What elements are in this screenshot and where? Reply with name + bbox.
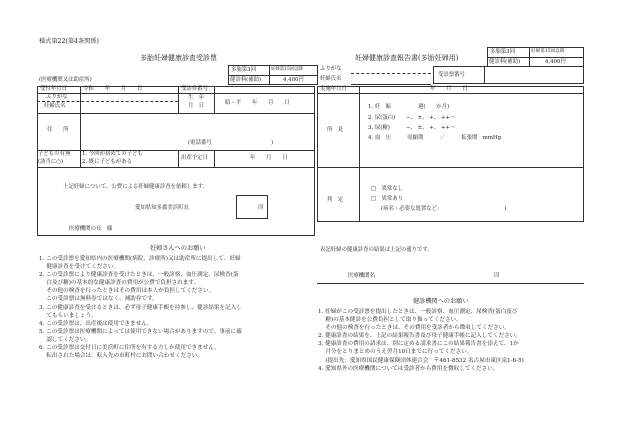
right-form-table bbox=[317, 86, 584, 222]
left-notice-line: 認してください。 bbox=[39, 336, 92, 343]
mayor-text: 愛知県知多郡美浜町長 bbox=[135, 205, 189, 211]
result-note: 表記妊婦の健康診査の結果は上記の通りです。 bbox=[320, 247, 433, 253]
left-notice-line: この受診票は無料券ではなく、補助券です。 bbox=[39, 296, 158, 303]
right-form-title: 妊婦健康診査報告書(多胎妊婦用) bbox=[355, 54, 459, 62]
left-notice-line: てもらいましょう。 bbox=[39, 312, 97, 319]
right-notice-title: 健診機関へのお願い bbox=[413, 298, 469, 305]
reception-date-value[interactable]: 令和 年 月 日 bbox=[83, 86, 143, 92]
left-notice-line: 健康診査を受けてください。 bbox=[39, 264, 120, 271]
clinic-signature-line bbox=[317, 283, 584, 284]
left-notice-line: その他の検査を行ったときはその費用は本人が負担してください。 bbox=[39, 288, 215, 295]
right-notice-list bbox=[318, 308, 524, 373]
mayor-seal: 印 bbox=[258, 205, 264, 211]
right-code-label: 多胎第3回 bbox=[490, 49, 515, 55]
reception-date-label: 受付年月日 bbox=[40, 86, 67, 92]
right-fee-value: 4,400円 bbox=[545, 59, 566, 65]
right-notice-line: 4. 愛知県外の医療機関については受診者から費用を徴収してください。 bbox=[318, 365, 499, 372]
children-option-2[interactable]: 2. 既に子どもがある bbox=[82, 159, 132, 165]
address-label: 住 所 bbox=[47, 127, 69, 133]
request-text: 上記妊婦について、公費による妊婦健康診査を依頼します。 bbox=[63, 184, 208, 190]
judgement-label: 判 定 bbox=[327, 197, 344, 203]
right-notice-line: 月分をとりまとめのうえ翌月10日までに行ってください。 bbox=[318, 349, 473, 356]
right-notice-line: その他の検査を行ったときは、その費用を受診者から徴収してください。 bbox=[318, 325, 510, 332]
left-notice-line: 2. この受診票により健康診査を受けたときは、一般診察、血圧測定、尿検査(蛋 bbox=[39, 272, 239, 279]
clinic-label: (医療機関又は助産所) bbox=[39, 77, 92, 83]
exam-date-label: 実施年月日 bbox=[320, 86, 347, 92]
left-notice-line: 3. この健康診査を受けるときは、必ず母子健康手帳を持参し、健診結果を記入し bbox=[39, 304, 242, 311]
right-patient-no-label: 受診票番号 bbox=[438, 72, 465, 78]
birth-label: 生 年 月 日 bbox=[188, 95, 205, 109]
left-notice-line: 6. この受診票は交付日に美浜町に住所を有する方しか使用できません。 bbox=[39, 345, 220, 352]
clinic-seal: 印 bbox=[494, 273, 500, 279]
right-notice-line: (提出先：愛知県国民健康保険団体連合会 〒461-8532 名古屋市東区泉1-6-5) bbox=[318, 357, 524, 364]
right-name-label: 妊婦氏名 bbox=[320, 76, 342, 82]
left-form-title: 多胎妊婦健康診査受診票 bbox=[140, 54, 217, 62]
right-notice-line: 3. 健康診査の費用の請求は、別に定める請求書にこの結果報告書を添えて、1か bbox=[318, 341, 519, 348]
clinic-name-label: 医療機関名 bbox=[348, 273, 375, 279]
findings-label: 所 見 bbox=[327, 127, 344, 133]
judgement-note[interactable]: (病名・必要な処置など： ) bbox=[381, 206, 507, 212]
right-furigana-label: ふりがな bbox=[320, 66, 342, 72]
birth-value[interactable]: 昭・平 年 月 日 bbox=[225, 100, 290, 106]
phone-label[interactable]: (電話番号 ) bbox=[188, 140, 274, 146]
right-notice-line: 1. 妊婦がこの受診票を提出したときは、一般診察、血圧測定、尿検査(蛋白及び bbox=[318, 309, 518, 315]
left-fee-value: 4,400円 bbox=[283, 77, 304, 83]
finding-urine-sugar[interactable]: 3. 尿(糖) −、 ±、 +、 ++〜 bbox=[368, 125, 456, 131]
left-notice-line: 1. この受診票を愛知県内の医療機関(病院、診療所)又は助産所に提出して、妊婦 bbox=[39, 256, 241, 262]
left-notice-line: 白及び糖)の基本的な健康診査の費用が公費で負担されます。 bbox=[39, 280, 200, 287]
left-notice-line: 4. この受診票は、出産後は使用できません。 bbox=[39, 320, 153, 327]
finding-blood-pressure[interactable]: 4. 血 圧 収縮期 ／ 拡張期 mmHg bbox=[368, 135, 502, 141]
form-number: 様式第22(第4条関係) bbox=[39, 38, 99, 45]
left-code-small: 妊婦第15回以降 bbox=[271, 67, 303, 72]
patient-no-label: 受診券番号 bbox=[181, 86, 208, 92]
exam-date-value[interactable]: 年 月 日 bbox=[430, 86, 468, 92]
left-notice-list bbox=[39, 255, 242, 360]
finding-urine-protein[interactable]: 2. 尿(蛋白) −、 ±、 +、 ++〜 bbox=[368, 115, 456, 121]
right-code-small: 妊婦第15回以降 bbox=[531, 49, 565, 54]
furigana-label: ふりがな bbox=[46, 94, 68, 100]
left-notice-title: 妊婦さんへのお願い bbox=[150, 245, 206, 252]
finding-pregnancy-weeks[interactable]: 1. 妊 娠 週( か月) bbox=[368, 104, 450, 110]
left-fee-label: 健診料(補助) bbox=[230, 77, 262, 83]
right-notice-line: 糖)の基本健診を公費負担として取り扱ってください。 bbox=[318, 317, 462, 324]
right-notice-line: 2. 健康診査の結果を、上記の結果報告書及び母子健康手帳に記入してください。 bbox=[318, 333, 521, 340]
name-label: 妊婦氏名 bbox=[44, 103, 66, 109]
left-code-label: 多胎第3回 bbox=[231, 67, 256, 73]
judgement-abnormal[interactable]: □ 異常あり bbox=[371, 196, 404, 202]
director-text: 医療機関の長 様 bbox=[69, 226, 113, 232]
due-date-value[interactable]: 年 月 日 bbox=[250, 155, 288, 161]
right-fee-label: 健診料(補助) bbox=[489, 59, 521, 65]
children-option-1[interactable]: 1. 今回が初めての子ども bbox=[82, 151, 143, 157]
children-label: 子どもの有無 (該当に○) bbox=[38, 151, 71, 165]
due-date-label: 出産予定日 bbox=[181, 155, 208, 161]
left-notice-line: 転出された場合は、転入先の市町村にお問い合わせください。 bbox=[39, 353, 203, 360]
left-notice-line: 5. この受診票は医療機関によっては使用できない場合がありますので、事前に確 bbox=[39, 328, 242, 335]
judgement-normal[interactable]: □ 異常なし bbox=[371, 186, 404, 192]
